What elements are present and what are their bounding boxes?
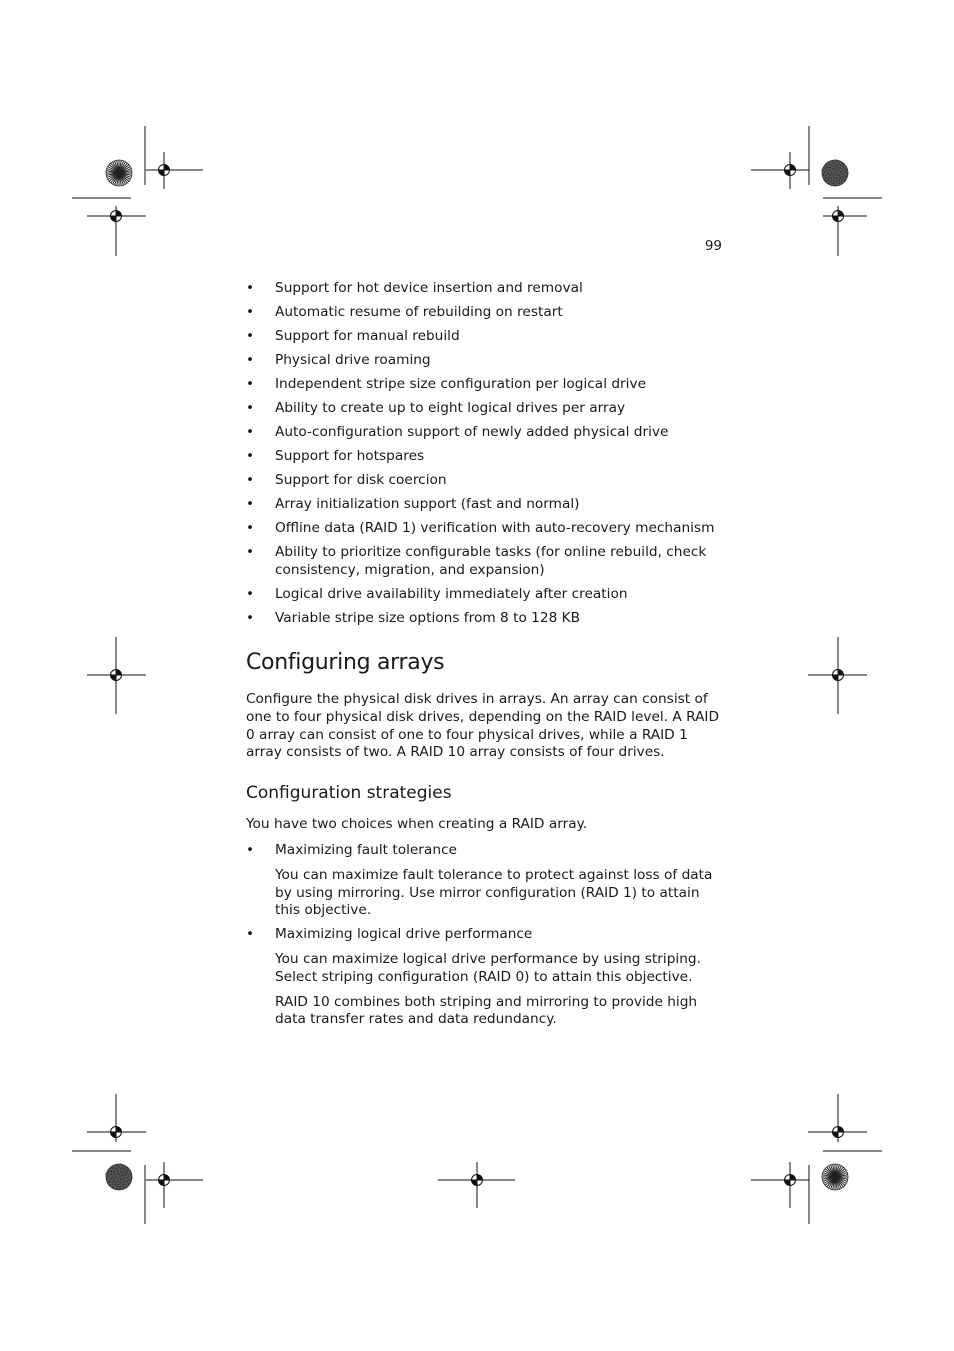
bullet-icon: • <box>246 472 255 488</box>
bullet-icon: • <box>246 520 255 536</box>
strategy-description: You can maximize logical drive performance by using striping. Select striping configuration (RAID 0) to attain this objective. <box>275 950 701 985</box>
list-item <box>246 519 726 537</box>
bullet-icon: • <box>246 586 255 602</box>
crosshair-icon <box>823 206 867 256</box>
bullet-icon: • <box>246 304 255 320</box>
feature-list <box>246 279 726 627</box>
list-item-text: Ability to create up to eight logical drives per array <box>275 400 626 416</box>
bullet-icon: • <box>246 448 255 464</box>
list-item <box>246 585 726 603</box>
list-item-text: Support for hot device insertion and removal <box>275 280 583 296</box>
color-target-icon <box>822 1164 848 1190</box>
list-item-text: Support for hotspares <box>275 448 425 464</box>
list-item <box>246 303 726 321</box>
section-title: Configuring arrays <box>246 650 445 675</box>
subsection-lead: You have two choices when creating a RAID array. <box>246 816 588 833</box>
list-item <box>246 447 726 465</box>
crosshair-icon <box>751 152 809 189</box>
section-intro: Configure the physical disk drives in arrays. An array can consist of one to four physical disk drives, depending on the RAID level. A RAID 0 array can consist of one to four physical drives, while a RAID 1 array consists of two. A RAID 10 array consists of four drives. <box>246 691 720 761</box>
bullet-icon: • <box>246 328 255 344</box>
list-item <box>246 375 726 393</box>
color-target-icon <box>821 159 848 186</box>
bullet-icon: • <box>246 610 255 626</box>
strategy-description: You can maximize fault tolerance to protect against loss of data by using mirroring. Use mirror configuration (RAID 1) to attain this objective. <box>275 866 713 919</box>
list-item <box>246 543 726 579</box>
list-item <box>246 327 726 345</box>
list-item <box>246 351 726 369</box>
list-item-text: Independent stripe size configuration per logical drive <box>275 376 646 392</box>
bullet-icon: • <box>246 841 255 858</box>
bullet-icon: • <box>246 280 255 296</box>
crosshair-icon <box>438 1162 515 1208</box>
list-item-text: Logical drive availability immediately after creation <box>275 586 628 602</box>
list-item-text: Auto-configuration support of newly added physical drive <box>275 424 669 440</box>
list-item <box>246 423 726 441</box>
crosshair-icon <box>87 637 146 714</box>
list-item <box>246 279 726 297</box>
strategy-list <box>246 842 726 1029</box>
list-item-text: Physical drive roaming <box>275 352 431 368</box>
bullet-icon: • <box>246 352 255 368</box>
list-item-text: Offline data (RAID 1) verification with auto-recovery mechanism <box>275 520 715 536</box>
crosshair-icon <box>808 1094 867 1142</box>
crosshair-icon <box>146 152 203 189</box>
page-content <box>246 279 726 1035</box>
bullet-icon: • <box>246 926 255 943</box>
strategy-item <box>246 926 726 1029</box>
list-item-text: Support for disk coercion <box>275 472 447 488</box>
list-item-text: Variable stripe size options from 8 to 128 KB <box>275 610 581 626</box>
strategy-item <box>246 842 726 920</box>
list-item <box>246 609 726 627</box>
bullet-icon: • <box>246 424 255 440</box>
crosshair-icon <box>808 637 867 714</box>
bullet-icon: • <box>246 400 255 416</box>
list-item <box>246 399 726 417</box>
color-target-icon <box>106 160 132 186</box>
strategy-description: RAID 10 combines both striping and mirroring to provide high data transfer rates and data redundancy. <box>275 993 698 1028</box>
strategy-label: Maximizing fault tolerance <box>275 841 457 858</box>
list-item-text: Automatic resume of rebuilding on restart <box>275 304 563 320</box>
list-item-text: Array initialization support (fast and normal) <box>275 496 580 512</box>
strategy-label: Maximizing logical drive performance <box>275 926 533 943</box>
color-target-icon <box>105 1163 132 1190</box>
list-item <box>246 495 726 513</box>
crosshair-icon <box>751 1162 809 1208</box>
list-item <box>246 471 726 489</box>
list-item-text: Support for manual rebuild <box>275 328 460 344</box>
subsection-title: Configuration strategies <box>246 783 452 804</box>
list-item-text: Ability to prioritize configurable tasks (for online rebuild, check consistency, migration, and expansion) <box>275 544 707 578</box>
bullet-icon: • <box>246 376 255 392</box>
bullet-icon: • <box>246 496 255 512</box>
crosshair-icon <box>146 1162 203 1208</box>
crosshair-icon <box>87 1094 146 1142</box>
page-number: 99 <box>704 238 722 254</box>
bullet-icon: • <box>246 544 255 560</box>
crosshair-icon <box>87 206 146 256</box>
